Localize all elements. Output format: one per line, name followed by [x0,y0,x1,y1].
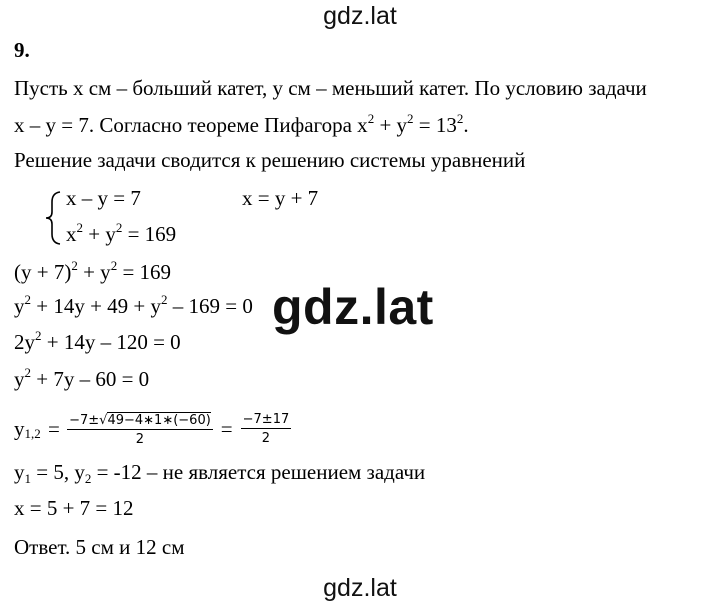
exponent: 2 [35,328,42,343]
subscript: 1 [24,471,31,486]
exponent: 2 [367,111,375,126]
text-line-1: Пусть x см – больший катет, y см – меньший катет. По условию задачи [14,76,647,100]
fraction-discriminant [67,412,213,446]
watermark-top: gdz.lat [323,2,397,30]
equation-line-6 [14,328,181,354]
text-segment: = -12 – не является решением задачи [91,460,426,484]
text-segment: = 169 [117,260,172,284]
exponent: 2 [24,292,31,307]
equation-line-5 [14,292,253,318]
exponent: 2 [407,111,414,126]
exponent: 2 [110,258,118,273]
quadratic-formula-line [14,412,291,446]
text-segment: + 14y – 120 = 0 [41,330,181,354]
fraction-denominator: 2 [135,432,145,447]
text-segment: + 7y – 60 = 0 [31,367,150,391]
text-segment: y [14,416,25,441]
text-segment: + 14y + 49 + y [31,294,162,318]
equation-line-7 [14,365,150,391]
subscript: 1,2 [24,425,41,441]
system-brace-icon [44,190,64,246]
text-segment: + y [83,222,116,246]
text-line-2 [14,111,469,137]
text-segment: x [66,222,77,246]
exponent: 2 [115,220,123,235]
watermark-center: gdz.lat [272,279,434,335]
equals-sign: = [220,416,233,441]
text-segment: (y + 7) [14,260,72,284]
substitution-equation: x = y + 7 [242,186,319,210]
fraction-denominator: 2 [261,431,271,446]
text-segment: y [14,294,25,318]
roots-line [14,460,426,486]
exponent: 2 [161,292,168,307]
exponent: 2 [456,111,464,126]
text-segment: y [14,460,25,484]
equation-line-4 [14,258,172,284]
x-value-line: x = 5 + 7 = 12 [14,496,134,520]
text-segment: x – y = 7. Согласно теореме Пифагора x [14,113,368,137]
exponent: 2 [71,258,78,273]
text-segment: + y [77,260,111,284]
exponent: 2 [24,365,31,380]
fraction-numerator: −7±√49−4∗1∗(−60) [69,413,211,428]
watermark-bottom: gdz.lat [323,574,397,602]
text-segment: = 169 [122,222,177,246]
fraction-result [241,413,292,445]
system-equation-1: x – y = 7 [66,186,141,210]
problem-number: 9. [14,38,30,62]
exponent: 2 [76,220,83,235]
text-line-3: Решение задачи сводится к решению системы уравнений [14,148,526,172]
system-equation-2 [66,220,177,246]
equals-sign: = [42,416,66,441]
numerator-prefix: −7± [69,413,100,428]
text-segment: = 5, y [31,460,85,484]
radicand: 49−4∗1∗(−60) [107,413,211,428]
text-segment: = 13 [413,113,457,137]
text-segment: 2y [14,330,35,354]
fraction-numerator: −7±17 [242,412,290,427]
subscript: 2 [84,471,92,486]
text-segment: + y [374,113,408,137]
answer-line: Ответ. 5 см и 12 см [14,535,185,559]
text-segment: – 169 = 0 [167,294,253,318]
text-segment: y [14,367,25,391]
text-segment: . [463,113,469,137]
